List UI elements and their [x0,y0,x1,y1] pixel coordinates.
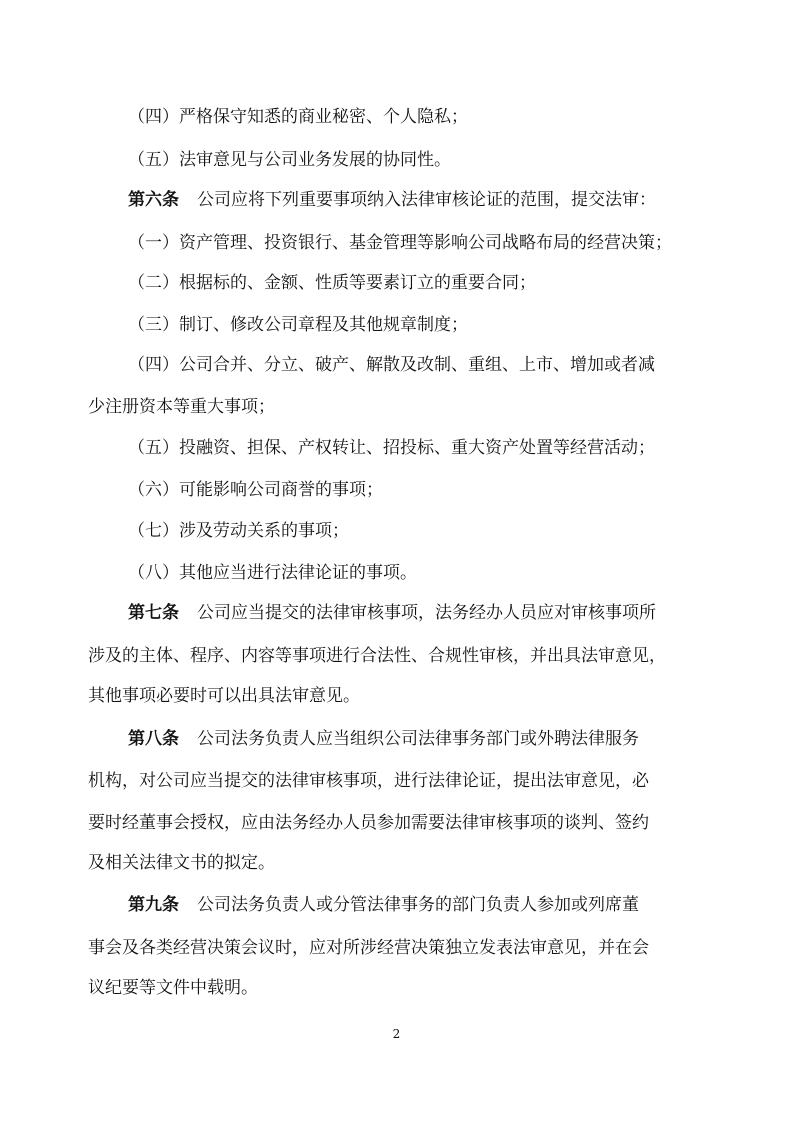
article-title: 第八条 [128,729,179,749]
article-text: 公司法务负责人应当组织公司法律事务部门或外聘法律服务 [197,729,639,749]
clause-text: （五）投融资、担保、产权转让、招投标、重大资产处置等经营活动； [128,438,655,458]
article-title: 第九条 [128,895,179,915]
clause-line [128,520,728,542]
clause-text: （四）严格保守知悉的商业秘密、个人隐私； [128,107,468,127]
article-text: 公司法务负责人或分管法律事务的部门负责人参加或列席董 [197,895,639,915]
article-continuation-line [88,685,728,707]
clause-text: （六）可能影响公司商誉的事项； [128,480,383,500]
article-continuation-line [88,977,728,999]
article-continuation-line [88,852,728,874]
article-heading-line [128,894,728,916]
clause-line [128,232,728,254]
clause-line [128,314,728,336]
article-heading-line [128,602,728,624]
article-text: 机构，对公司应当提交的法律审核事项，进行法律论证，提出法审意见，必 [88,771,649,791]
article-continuation-line [88,812,728,834]
article-continuation-line [88,645,728,667]
clause-line [128,354,728,376]
clause-text: （四）公司合并、分立、破产、解散及改制、重组、上市、增加或者减 [128,355,655,375]
article-text: 及相关法律文书的拟定。 [88,853,275,873]
clause-text: （八）其他应当进行法律论证的事项。 [128,563,417,583]
article-heading-line [128,189,728,211]
clause-text: （一）资产管理、投资银行、基金管理等影响公司战略布局的经营决策； [128,233,672,253]
article-text: 涉及的主体、程序、内容等事项进行合法性、合规性审核，并出具法审意见， [88,646,666,666]
article-text: 公司应当提交的法律审核事项，法务经办人员应对审核事项所 [197,603,656,623]
clause-line [128,479,728,501]
clause-text: （五）法审意见与公司业务发展的协同性。 [128,150,451,170]
clause-line [128,562,728,584]
clause-line [128,272,728,294]
clause-text: 少注册资本等重大事项； [88,397,275,417]
clause-text: （二）根据标的、金额、性质等要素订立的重要合同； [128,273,536,293]
article-text: 议纪要等文件中载明。 [88,978,258,998]
clause-text: （七）涉及劳动关系的事项； [128,521,349,541]
article-title: 第七条 [128,603,179,623]
clause-line [128,106,728,128]
article-continuation-line [88,770,728,792]
article-text: 公司应将下列重要事项纳入法律审核论证的范围，提交法审： [197,190,656,210]
clause-continuation-line [88,396,728,418]
article-continuation-line [88,937,728,959]
clause-line [128,437,728,459]
clause-line [128,149,728,171]
clause-text: （三）制订、修改公司章程及其他规章制度； [128,315,468,335]
article-text: 要时经董事会授权，应由法务经办人员参加需要法律审核事项的谈判、签约 [88,813,649,833]
page-number: 2 [392,1027,401,1041]
article-title: 第六条 [128,190,179,210]
article-heading-line [128,728,728,750]
article-text: 事会及各类经营决策会议时，应对所涉经营决策独立发表法审意见，并在会 [88,938,649,958]
article-text: 其他事项必要时可以出具法审意见。 [88,686,360,706]
